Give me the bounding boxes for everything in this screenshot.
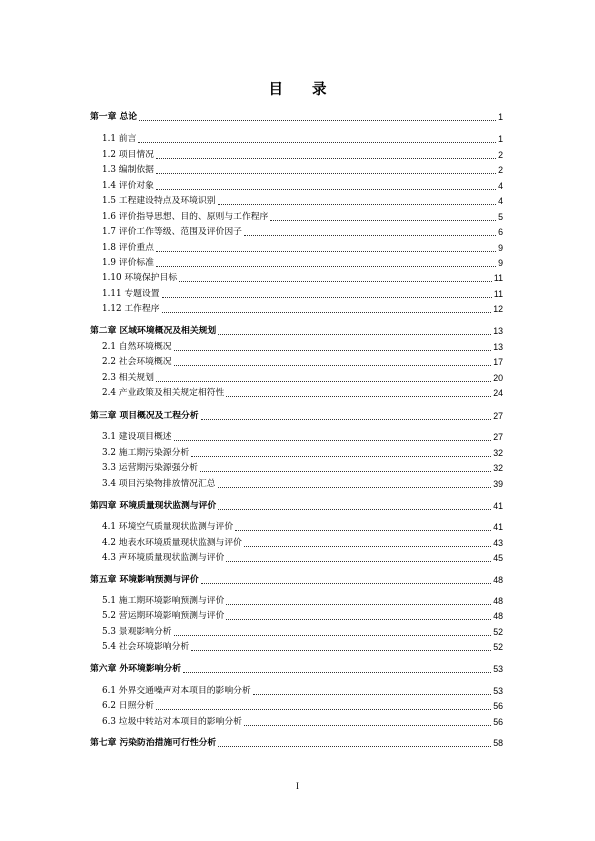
toc-entry-page: 12	[493, 304, 503, 314]
toc-entry-page: 9	[498, 258, 503, 268]
toc-entry-label: 第五章 环境影响预测与评价	[90, 575, 199, 585]
toc-dot-leader	[218, 485, 492, 488]
toc-entry-page: 39	[493, 479, 503, 489]
toc-section-entry[interactable]	[0, 288, 595, 300]
toc-dot-leader	[156, 379, 491, 382]
toc-dot-leader	[218, 507, 491, 510]
toc-entry-page: 45	[493, 553, 503, 563]
toc-chapter-entry[interactable]	[0, 111, 595, 123]
toc-dot-leader	[270, 218, 496, 221]
toc-entry-page: 24	[493, 388, 503, 398]
toc-section-entry[interactable]	[0, 341, 595, 353]
toc-section-entry[interactable]	[0, 257, 595, 269]
toc-entry-page: 11	[493, 289, 503, 299]
toc-entry-label: 第四章 环境质量现状监测与评价	[90, 501, 217, 511]
toc-chapter-entry[interactable]	[0, 410, 595, 422]
toc-dot-leader	[226, 559, 491, 562]
toc-entry-page: 4	[498, 181, 503, 191]
toc-entry-page: 4	[498, 196, 503, 206]
toc-section-entry[interactable]	[0, 610, 595, 622]
toc-section-entry[interactable]	[0, 195, 595, 207]
toc-entry-page: 27	[493, 432, 503, 442]
toc-dot-leader	[174, 363, 492, 366]
toc-entry-page: 56	[493, 717, 503, 727]
toc-dot-leader	[226, 617, 491, 620]
toc-entry-label: 5.2 营运期环境影响预测与评价	[102, 611, 225, 621]
toc-dot-leader	[191, 454, 491, 457]
toc-entry-label: 1.11 专题设置	[102, 289, 160, 299]
toc-dot-leader	[156, 264, 496, 267]
toc-section-entry[interactable]	[0, 447, 595, 459]
toc-dot-leader	[156, 171, 496, 174]
toc-entry-label: 3.3 运营期污染源强分析	[102, 463, 198, 473]
toc-dot-leader	[162, 310, 492, 313]
toc-entry-label: 第六章 外环境影响分析	[90, 664, 182, 674]
toc-dot-leader	[156, 156, 496, 159]
toc-section-entry[interactable]	[0, 303, 595, 315]
toc-entry-label: 6.2 日照分析	[102, 701, 154, 711]
toc-dot-leader	[201, 417, 492, 420]
toc-section-entry[interactable]	[0, 133, 595, 145]
toc-dot-leader	[244, 233, 496, 236]
toc-section-entry[interactable]	[0, 164, 595, 176]
toc-entry-page: 43	[493, 538, 503, 548]
toc-dot-leader	[156, 249, 496, 252]
toc-dot-leader	[253, 692, 491, 695]
toc-entry-label: 4.1 环境空气质量现状监测与评价	[102, 522, 234, 532]
toc-section-entry[interactable]	[0, 700, 595, 712]
toc-entry-label: 3.2 施工期污染源分析	[102, 448, 190, 458]
toc-entry-page: 1	[498, 134, 503, 144]
toc-chapter-entry[interactable]	[0, 574, 595, 586]
toc-entry-label: 2.3 相关规划	[102, 373, 154, 383]
toc-entry-page: 53	[493, 664, 503, 674]
toc-section-entry[interactable]	[0, 226, 595, 238]
toc-dot-leader	[244, 723, 491, 726]
toc-entry-label: 3.4 项目污染物排放情况汇总	[102, 479, 216, 489]
toc-entry-page: 13	[493, 326, 503, 336]
toc-section-entry[interactable]	[0, 626, 595, 638]
toc-entry-page: 52	[493, 627, 503, 637]
toc-dot-leader	[244, 544, 491, 547]
toc-entry-page: 52	[493, 642, 503, 652]
toc-section-entry[interactable]	[0, 387, 595, 399]
toc-section-entry[interactable]	[0, 149, 595, 161]
toc-entry-page: 20	[493, 373, 503, 383]
toc-dot-leader	[191, 648, 491, 651]
toc-entry-page: 41	[493, 501, 503, 511]
toc-entry-page: 2	[498, 165, 503, 175]
toc-chapter-entry[interactable]	[0, 737, 595, 749]
toc-entry-label: 第七章 污染防治措施可行性分析	[90, 738, 217, 748]
toc-entry-label: 6.1 外界交通噪声对本项目的影响分析	[102, 686, 251, 696]
toc-dot-leader	[139, 118, 496, 121]
toc-dot-leader	[162, 295, 492, 298]
toc-dot-leader	[200, 469, 491, 472]
toc-section-entry[interactable]	[0, 431, 595, 443]
toc-section-entry[interactable]	[0, 272, 595, 284]
toc-entry-page: 48	[493, 596, 503, 606]
toc-entry-page: 41	[493, 522, 503, 532]
toc-dot-leader	[183, 670, 491, 673]
toc-entry-page: 1	[498, 112, 503, 122]
toc-dot-leader	[201, 581, 492, 584]
toc-section-entry[interactable]	[0, 552, 595, 564]
toc-section-entry[interactable]	[0, 521, 595, 533]
toc-entry-page: 5	[498, 212, 503, 222]
toc-entry-label: 5.3 景观影响分析	[102, 627, 172, 637]
toc-entry-page: 11	[493, 273, 503, 283]
toc-entry-page: 58	[493, 738, 503, 748]
toc-entry-label: 2.1 自然环境概况	[102, 342, 172, 352]
toc-entry-page: 32	[493, 448, 503, 458]
toc-entry-label: 5.4 社会环境影响分析	[102, 642, 190, 652]
toc-dot-leader	[174, 633, 492, 636]
page-number: I	[296, 781, 299, 791]
toc-entry-label: 4.2 地表水环境质量现状监测与评价	[102, 538, 242, 548]
toc-section-entry[interactable]	[0, 180, 595, 192]
toc-dot-leader	[218, 744, 491, 747]
toc-chapter-entry[interactable]	[0, 500, 595, 512]
toc-entry-label: 1.5 工程建设特点及环境识别	[102, 196, 216, 206]
toc-entry-label: 1.8 评价重点	[102, 243, 154, 253]
toc-entry-page: 17	[493, 357, 503, 367]
toc-dot-leader	[226, 394, 491, 397]
toc-dot-leader	[235, 528, 491, 531]
toc-section-entry[interactable]	[0, 372, 595, 384]
toc-entry-page: 48	[493, 611, 503, 621]
toc-dot-leader	[138, 140, 496, 143]
toc-entry-label: 1.2 项目情况	[102, 150, 154, 160]
toc-entry-label: 2.4 产业政策及相关规定相符性	[102, 388, 225, 398]
toc-dot-leader	[174, 438, 492, 441]
toc-entry-label: 1.12 工作程序	[102, 304, 160, 314]
toc-entry-label: 5.1 施工期环境影响预测与评价	[102, 596, 225, 606]
toc-entry-label: 1.6 评价指导思想、目的、原则与工作程序	[102, 212, 269, 222]
toc-entry-page: 56	[493, 701, 503, 711]
toc-section-entry[interactable]	[0, 462, 595, 474]
toc-chapter-entry[interactable]	[0, 663, 595, 675]
toc-dot-leader	[226, 602, 491, 605]
toc-entry-page: 9	[498, 243, 503, 253]
toc-chapter-entry[interactable]	[0, 325, 595, 337]
toc-dot-leader	[179, 279, 492, 282]
toc-entry-label: 1.1 前言	[102, 134, 137, 144]
toc-entry-label: 2.2 社会环境概况	[102, 357, 172, 367]
toc-entry-label: 1.3 编制依据	[102, 165, 154, 175]
toc-dot-leader	[156, 707, 491, 710]
toc-dot-leader	[174, 348, 492, 351]
toc-entry-label: 第三章 项目概况及工程分析	[90, 411, 199, 421]
toc-entry-page: 27	[493, 411, 503, 421]
toc-dot-leader	[156, 187, 496, 190]
toc-section-entry[interactable]	[0, 211, 595, 223]
toc-section-entry[interactable]	[0, 641, 595, 653]
toc-section-entry[interactable]	[0, 242, 595, 254]
toc-section-entry[interactable]	[0, 716, 595, 728]
toc-dot-leader	[218, 202, 497, 205]
toc-entry-page: 2	[498, 150, 503, 160]
toc-entry-label: 3.1 建设项目概述	[102, 432, 172, 442]
toc-section-entry[interactable]	[0, 537, 595, 549]
toc-entry-label: 1.4 评价对象	[102, 181, 154, 191]
toc-dot-leader	[218, 332, 491, 335]
toc-entry-label: 1.9 评价标准	[102, 258, 154, 268]
toc-entry-label: 1.7 评价工作等级、范围及评价因子	[102, 227, 242, 237]
toc-section-entry[interactable]	[0, 685, 595, 697]
toc-entry-page: 32	[493, 463, 503, 473]
toc-entry-page: 13	[493, 342, 503, 352]
toc-section-entry[interactable]	[0, 478, 595, 490]
toc-entry-label: 第二章 区域环境概况及相关规划	[90, 326, 217, 336]
toc-entry-page: 6	[498, 227, 503, 237]
toc-entry-label: 6.3 垃圾中转站对本项目的影响分析	[102, 717, 242, 727]
toc-entry-page: 48	[493, 575, 503, 585]
toc-entry-label: 1.10 环境保护目标	[102, 273, 178, 283]
toc-entry-label: 4.3 声环境质量现状监测与评价	[102, 553, 225, 563]
toc-entry-page: 53	[493, 686, 503, 696]
toc-title: 目 录	[268, 81, 339, 98]
toc-section-entry[interactable]	[0, 595, 595, 607]
toc-section-entry[interactable]	[0, 356, 595, 368]
toc-entry-label: 第一章 总论	[90, 112, 138, 122]
